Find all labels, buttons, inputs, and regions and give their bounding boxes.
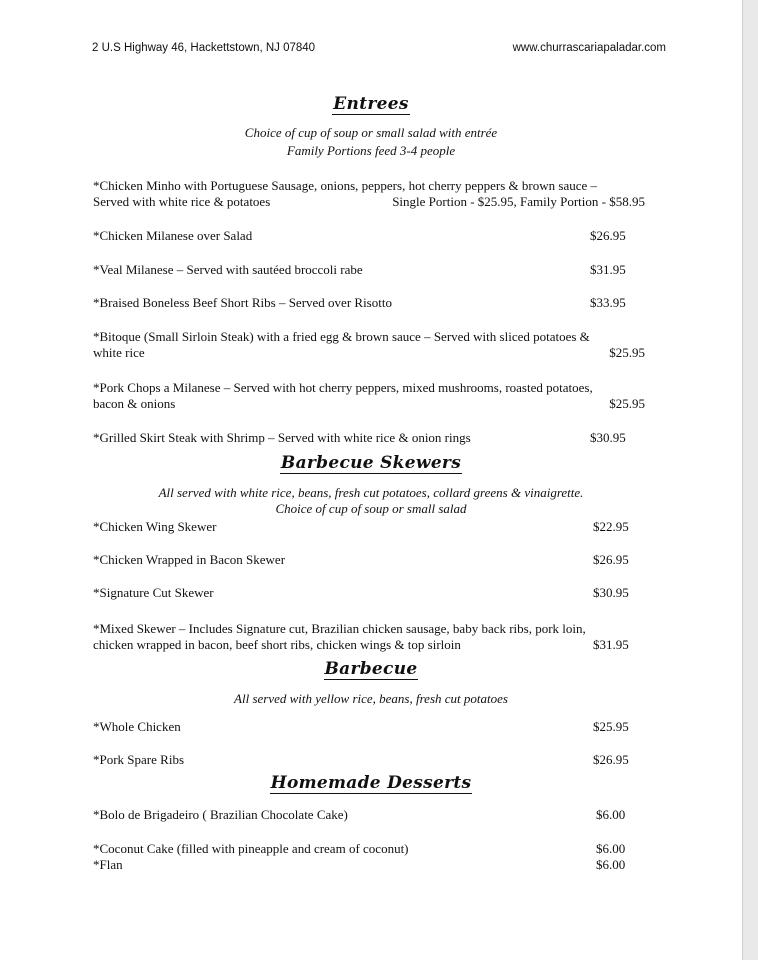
section-title-entrees: Entrees — [333, 94, 409, 114]
menu-item-price: $6.00 — [596, 807, 626, 822]
menu-item-name: *Chicken Milanese over Salad — [93, 228, 253, 243]
website: www.churrascariapaladar.com — [512, 42, 666, 54]
menu-item-name: *Braised Boneless Beef Short Ribs – Served over Risotto — [93, 295, 392, 310]
menu-item-name: *Signature Cut Skewer — [93, 585, 214, 600]
entrees-note: Choice of cup of soup or small salad with entrée — [244, 125, 498, 140]
menu-item — [93, 295, 645, 311]
menu-item — [93, 519, 645, 535]
menu-item-name: *Mixed Skewer – Includes Signature cut, Brazilian chicken sausage, baby back ribs, pork loin, — [93, 621, 586, 636]
menu-item-price: Single Portion - $25.95, Family Portion - $58.95 — [392, 194, 645, 209]
section-title-skewers: Barbecue Skewers — [280, 453, 462, 473]
menu-item-price: $30.95 — [593, 585, 629, 600]
menu-item-name: *Veal Milanese – Served with sautéed broccoli rabe — [93, 262, 363, 277]
menu-item — [93, 380, 645, 412]
menu-item — [93, 329, 645, 361]
section-title-desserts: Homemade Desserts — [270, 773, 472, 793]
section-title-barbecue: Barbecue — [324, 659, 418, 679]
menu-item-name: *Coconut Cake (filled with pineapple and cream of coconut) — [93, 841, 409, 856]
menu-item-name: chicken wrapped in bacon, beef short ribs, chicken wings & top sirloin — [93, 637, 461, 652]
menu-item-name: bacon & onions — [93, 396, 176, 411]
menu-item-name: *Pork Chops a Milanese – Served with hot cherry peppers, mixed mushrooms, roasted potatoes, — [93, 380, 593, 395]
menu-item-price: $26.95 — [593, 552, 629, 567]
menu-item — [93, 807, 645, 823]
barbecue-note: All served with yellow rice, beans, fresh cut potatoes — [234, 691, 508, 706]
menu-item — [93, 228, 645, 244]
menu-item-name: Served with white rice & potatoes — [93, 194, 271, 209]
menu-item-price: $22.95 — [593, 519, 629, 534]
address: 2 U.S Highway 46, Hackettstown, NJ 07840 — [92, 42, 316, 54]
menu-item — [93, 752, 645, 768]
menu-item — [93, 621, 645, 653]
menu-item-name: *Chicken Wing Skewer — [93, 519, 217, 534]
menu-item-name: *Chicken Wrapped in Bacon Skewer — [93, 552, 286, 567]
menu-item-price: $25.95 — [593, 719, 629, 734]
menu-item-price: $31.95 — [590, 262, 626, 277]
menu-item-price: $25.95 — [609, 396, 645, 411]
menu-item-name: *Flan — [93, 857, 123, 872]
menu-item-price: $26.95 — [593, 752, 629, 767]
menu-item-name: *Bolo de Brigadeiro ( Brazilian Chocolate Cake) — [93, 807, 348, 822]
menu-item — [93, 857, 645, 873]
menu-item-price: $26.95 — [590, 228, 626, 243]
menu-item — [93, 719, 645, 735]
menu-item-price: $31.95 — [593, 637, 629, 652]
menu-item — [93, 262, 645, 278]
menu-item-name: *Bitoque (Small Sirloin Steak) with a fried egg & brown sauce – Served with sliced potatoes & — [93, 329, 590, 344]
menu-item-name: white rice — [93, 345, 145, 360]
menu-item-name: *Pork Spare Ribs — [93, 752, 184, 767]
menu-item-price: $30.95 — [590, 430, 626, 445]
menu-item-name: *Whole Chicken — [93, 719, 181, 734]
menu-item-name: *Chicken Minho with Portuguese Sausage, onions, peppers, hot cherry peppers & brown sauce – — [93, 178, 598, 193]
menu-item — [93, 585, 645, 601]
skewers-note: All served with white rice, beans, fresh cut potatoes, collard greens & vinaigrette. — [158, 485, 584, 500]
menu-item-price: $25.95 — [609, 345, 645, 360]
menu-item-price: $6.00 — [596, 841, 626, 856]
menu-item — [93, 552, 645, 568]
entrees-note: Family Portions feed 3-4 people — [286, 143, 456, 158]
menu-item — [93, 178, 645, 210]
menu-item-price: $6.00 — [596, 857, 626, 872]
menu-item-price: $33.95 — [590, 295, 626, 310]
skewers-note: Choice of cup of soup or small salad — [275, 501, 467, 516]
menu-item — [93, 841, 645, 857]
menu-item-name: *Grilled Skirt Steak with Shrimp – Served with white rice & onion rings — [93, 430, 471, 445]
menu-item — [93, 430, 645, 446]
